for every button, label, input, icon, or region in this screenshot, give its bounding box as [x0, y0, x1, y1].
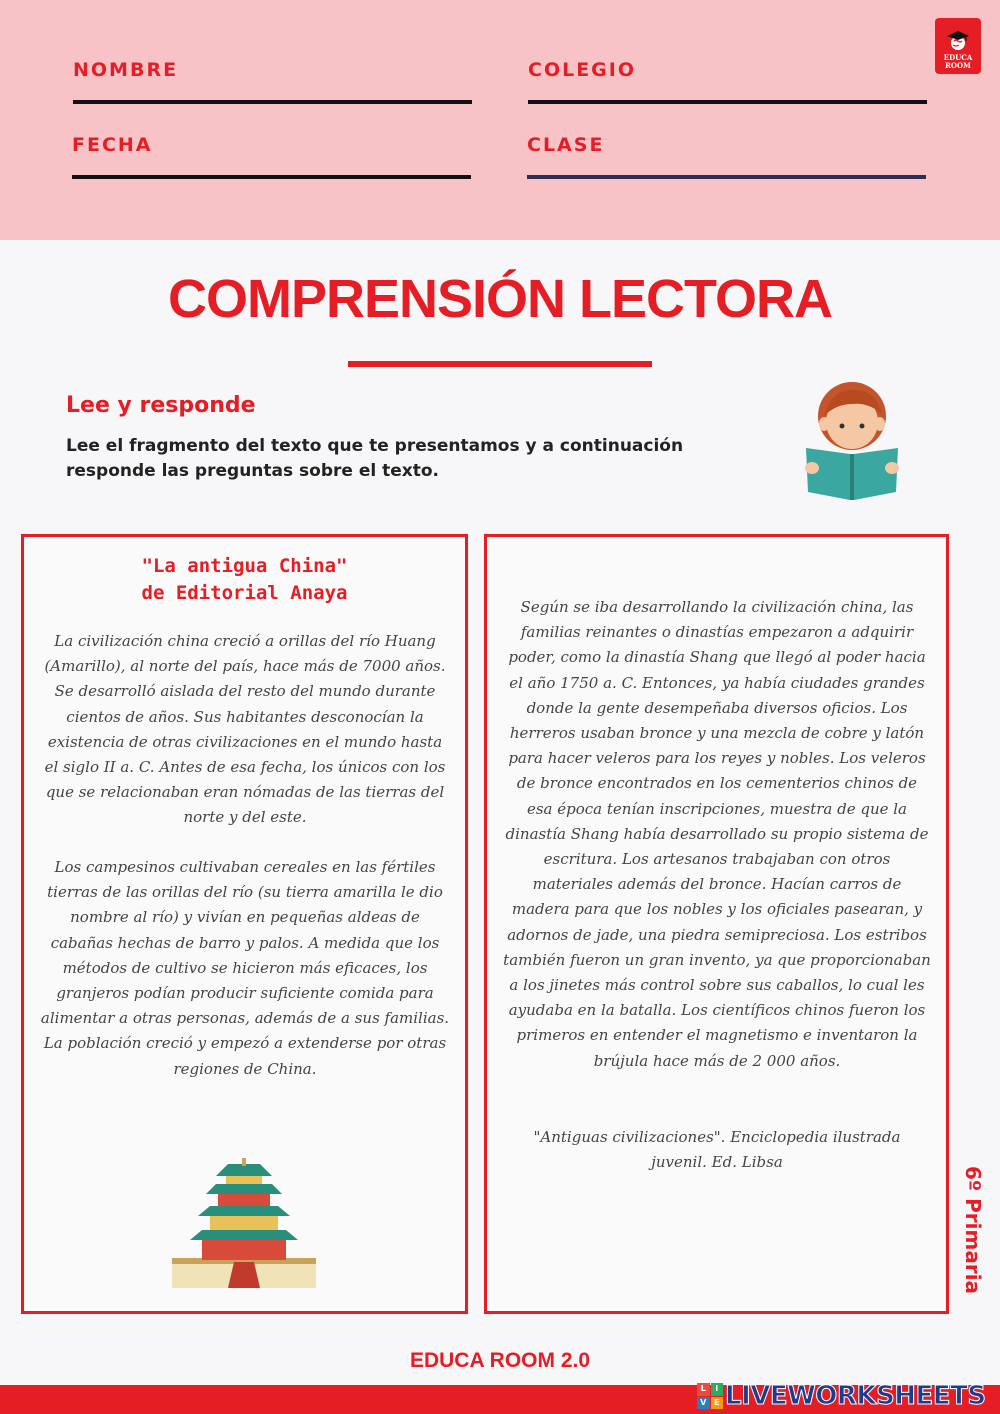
left-panel-title-line1: "La antigua China" [141, 555, 348, 577]
field-label-nombre: NOMBRE [73, 59, 179, 81]
section-subheading: Lee y responde [66, 393, 256, 418]
right-reading-panel [484, 534, 949, 1314]
instructions-text: Lee el fragmento del texto que te presentamos y a continuación responde las preguntas sobre el texto. [66, 436, 684, 481]
left-panel-title-line2: de Editorial Anaya [141, 582, 348, 604]
girl-reading-illustration [802, 380, 902, 502]
graduation-cap-globe-icon [945, 30, 971, 52]
field-label-colegio: COLEGIO [528, 59, 636, 81]
left-paragraph-2: Los campesinos cultivaban cereales en las fértiles tierras de las orillas del río (su tierra amarilla le dio nombre al río) y vivían en pequeñas aldeas de cabañas hechas de barro y palos. A medida que los métodos de cultivo se hicieron más eficaces, los granjeros podían producir suficiente comida para alimentar a otras personas, además de a sus familias. La población creció y empezó a extenderse por otras regiones de China. [40, 858, 450, 1078]
clase-input-line[interactable] [527, 175, 926, 179]
grade-label [958, 1160, 988, 1300]
liveworksheets-watermark [697, 1381, 986, 1411]
source-citation: "Antiguas civilizaciones". Enciclopedia ilustrada juvenil. Ed. Libsa [533, 1128, 901, 1172]
page-title: COMPRENSIÓN LECTORA [167, 269, 833, 329]
logo-text-line1: EDUCA [943, 53, 973, 62]
badge-letter-i: I [711, 1383, 724, 1396]
title-underline [348, 361, 652, 367]
badge-letter-l: L [697, 1383, 710, 1396]
fecha-input-line[interactable] [72, 175, 471, 179]
badge-letter-v: V [697, 1397, 710, 1410]
footer-brand: EDUCA ROOM 2.0 [409, 1349, 591, 1372]
chinese-pagoda-illustration [168, 1158, 320, 1292]
badge-letter-e: E [711, 1397, 724, 1410]
right-paragraph-1: Según se iba desarrollando la civilización china, las familias reinantes o dinastías empezaron a adquirir poder, como la dinastía Shang que llegó al poder hacia el año 1750 a. C. Entonces, ya había ciudades grandes donde la gente desempeñaba diversos oficios. Los herreros usaban bronce y una mezcla de cobre y latón para hacer veleros para los reyes y nobles. Los veleros de bronce encontrados en los cementerios chinos de esa época tenían inscripciones, muestra de que la dinastía Shang había desarrollado su propio sistema de escritura. Los artesanos trabajaban con otros materiales además del bronce. Hacían carros de madera para que los nobles y los oficiales pasearan, y adornos de jade, una piedra semipreciosa. Los estribos también fueron un gran invento, ya que proporcionaban a los jinetes más control sobre sus caballos, lo cual les ayudaba en la batalla. Los científicos chinos fueron los primeros en entender el magnetismo e inventaron la brújula hace más de 2 000 años. [503, 598, 931, 1070]
educa-room-logo [935, 18, 981, 74]
field-label-fecha: FECHA [72, 134, 153, 156]
header-band [0, 0, 1000, 240]
logo-text-line2: ROOM [945, 61, 971, 70]
field-label-clase: CLASE [527, 134, 605, 156]
colegio-input-line[interactable] [528, 100, 927, 104]
liveworksheets-text: LIVEWORKSHEETS [725, 1381, 986, 1411]
liveworksheets-badge-icon [697, 1383, 723, 1409]
left-paragraph-1: La civilización china creció a orillas del río Huang (Amarillo), al norte del país, hace más de 7000 años. Se desarrolló aislada del resto del mundo durante cientos de años. Sus habitantes desconocían la existencia de otras civilizaciones en el mundo hasta el siglo II a. C. Antes de esa fecha, los únicos con los que se relacionaban eran nómadas de las tierras del norte y del este. [44, 632, 446, 827]
grade-label-text: 6º Primaria [961, 1165, 985, 1295]
nombre-input-line[interactable] [73, 100, 472, 104]
